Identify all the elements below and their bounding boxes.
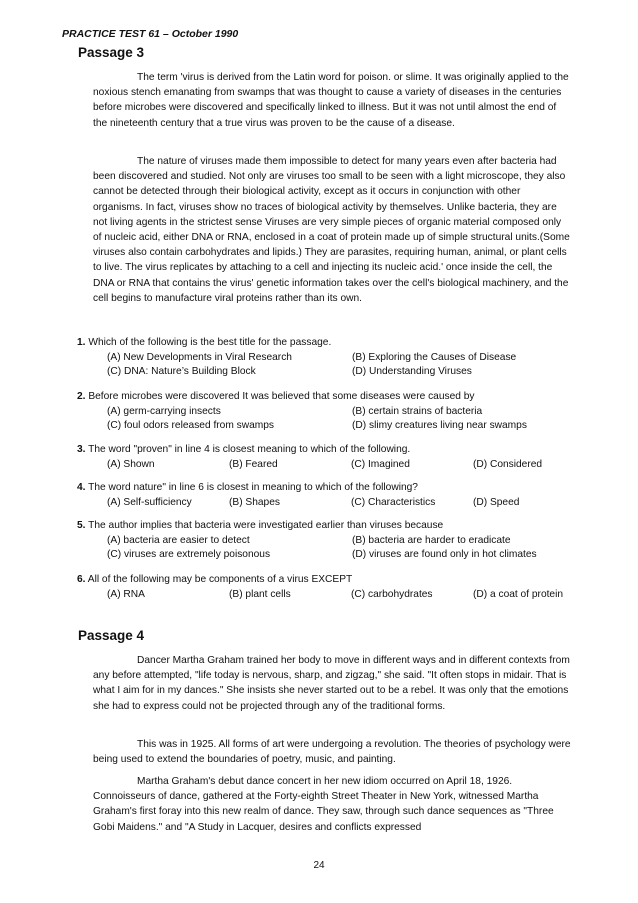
question-number: 4.: [77, 482, 86, 493]
question-number: 3.: [77, 444, 86, 455]
question-stem: The word nature" in line 6 is closest in meaning to which of the following?: [88, 482, 418, 493]
option-c: (C) carbohydrates: [351, 588, 433, 600]
option-a: (A) germ-carrying insects: [107, 405, 221, 417]
option-b: (B) Exploring the Causes of Disease: [352, 351, 517, 363]
passage-4-paragraph-3: Martha Graham's debut dance concert in her new idiom occurred on April 18, 1926. Connoisseurs of dance, gathered at the Forty-eighth Street Theater in New York, witnessed Martha Graham's first foray into this new realm of dance. They saw, through such dance sequences as "Three Gobi Maidens." and "A Study in Lacquer, desires and conflicts expressed: [93, 776, 554, 833]
option-c: (C) Characteristics: [351, 496, 436, 508]
question-number: 1.: [77, 337, 86, 348]
passage-4-title: Passage 4: [78, 628, 145, 643]
option-c: (C) Imagined: [351, 458, 410, 470]
passage-3-title: Passage 3: [78, 45, 145, 60]
option-d: (D) Considered: [473, 458, 543, 470]
passage-4-paragraph-1: Dancer Martha Graham trained her body to move in different ways and in different contexts from any before attempted, "life today is nervous, sharp, and zigzag," she said. "It often stops in midair. That is what I aim for in my dances." She insists she never started out to be a rebel. It was only that the emotions she had to express could not be projected through any of the traditional forms.: [93, 655, 570, 712]
question-stem: Before microbes were discovered It was believed that some diseases were caused by: [88, 391, 475, 402]
option-d: (D) viruses are found only in hot climates: [352, 549, 537, 561]
passage-3-paragraph-1: The term 'virus is derived from the Latin word for poison. or slime. It was originally applied to the noxious stench emanating from swamps that was thought to cause a variety of diseases in the centuries before microbes were discovered and specifically linked to illness. But it was not until almost the end of the nineteenth century that a true virus was proven to be the cause of a disease.: [93, 72, 569, 129]
question-number: 6.: [77, 574, 86, 585]
test-header: PRACTICE TEST 61 – October 1990: [62, 28, 239, 40]
option-a: (A) Shown: [107, 458, 155, 470]
question-1: [77, 336, 577, 380]
option-b: (B) plant cells: [229, 588, 291, 600]
question-stem: Which of the following is the best title for the passage.: [88, 337, 332, 348]
page-number: 24: [313, 860, 325, 871]
option-c: (C) viruses are extremely poisonous: [107, 549, 271, 561]
passage-4-paragraph-2: This was in 1925. All forms of art were undergoing a revolution. The theories of psychology were being used to extend the boundaries of poetry, music, and painting.: [93, 739, 571, 766]
question-stem: The author implies that bacteria were investigated earlier than viruses because: [88, 520, 444, 531]
option-a: (A) RNA: [107, 588, 145, 600]
option-d: (D) Speed: [473, 496, 520, 508]
option-a: (A) bacteria are easier to detect: [107, 534, 250, 546]
question-5: [77, 519, 577, 563]
option-a: (A) New Developments in Viral Research: [107, 351, 292, 363]
option-c: (C) foul odors released from swamps: [107, 420, 275, 432]
option-b: (B) Shapes: [229, 496, 280, 508]
question-6: [77, 573, 577, 602]
question-number: 5.: [77, 520, 86, 531]
option-a: (A) Self-sufficiency: [107, 496, 192, 508]
question-3: [77, 443, 577, 472]
question-number: 2.: [77, 391, 86, 402]
option-d: (D) Understanding Viruses: [352, 366, 472, 378]
option-d: (D) slimy creatures living near swamps: [352, 420, 527, 432]
option-d: (D) a coat of protein: [473, 588, 564, 600]
question-stem: All of the following may be components of a virus EXCEPT: [87, 574, 353, 585]
question-stem: The word "proven" in line 4 is closest meaning to which of the following.: [88, 444, 411, 455]
option-b: (B) certain strains of bacteria: [352, 405, 483, 417]
question-2: [77, 390, 577, 434]
question-4: [77, 481, 577, 510]
passage-3-paragraph-2: The nature of viruses made them impossible to detect for many years even after bacteria had been discovered and studied. Not only are viruses too small to be seen with a light microscope, they also cannot be detected through their biological activity, except as it occurs in conjunction with other organisms. In fact, viruses show no traces of biological activity by themselves. Unlike bacteria, they are not living agents in the strictest sense Viruses are very simple pieces of organic material composed only of nucleic acid, either DNA or RNA, enclosed in a coat of protein made up of simple structural units.(Some viruses also contain carbohydrates and lipids.) They are parasites, requiring human, animal, or plant cells to live. The virus replicates by attaching to a cell and injecting its nucleic acid.' once inside the cell, the DNA or RNA that contains the virus' genetic information takes over the cell's biological machinery, and the cell begins to manufacture viral proteins rather than its own.: [93, 156, 570, 304]
option-b: (B) Feared: [229, 458, 278, 470]
option-c: (C) DNA: Nature’s Building Block: [107, 366, 256, 378]
option-b: (B) bacteria are harder to eradicate: [352, 534, 511, 546]
